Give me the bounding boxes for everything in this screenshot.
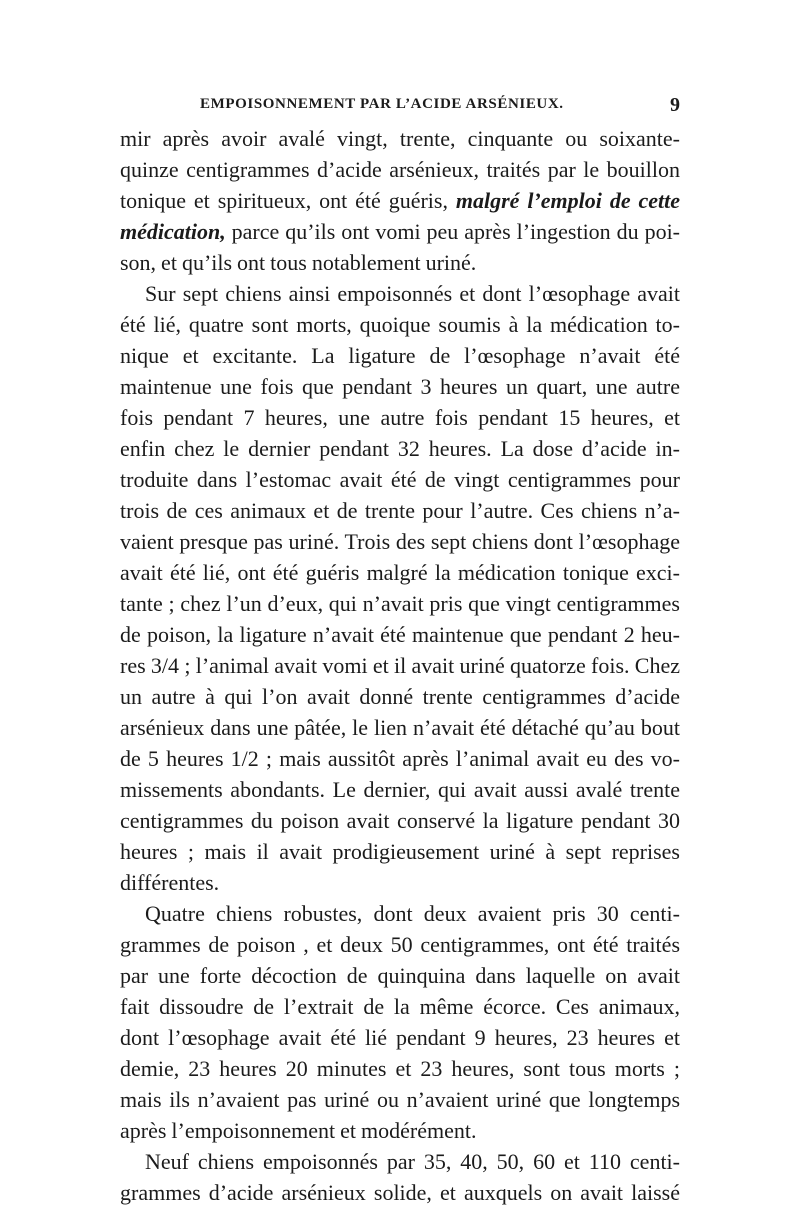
text-line: fois pendant 7 heures, une autre fois pendant 15 heures, et xyxy=(120,405,680,430)
text-line: demie, 23 heures 20 minutes et 23 heures, sont tous morts ; xyxy=(120,1056,680,1081)
text-line: mais ils n’avaient pas uriné ou n’avaient uriné que longtemps xyxy=(120,1087,680,1112)
text-line: fait dissoudre de l’extrait de la même écorce. Ces animaux, xyxy=(120,994,680,1019)
text-line: dont l’œsophage avait été lié pendant 9 heures, 23 heures et xyxy=(120,1025,680,1050)
text-line: Sur sept chiens ainsi empoisonnés et dont l’œsophage avait xyxy=(145,281,680,306)
text-line: différentes. xyxy=(120,870,220,895)
text-line: Neuf chiens empoisonnés par 35, 40, 50, 60 et 110 centi- xyxy=(145,1149,680,1174)
text-line: mir après avoir avalé vingt, trente, cinquante ou soixante- xyxy=(120,126,680,151)
text-line: centigrammes du poison avait conservé la ligature pendant 30 xyxy=(120,808,680,833)
text-line: vaient presque pas uriné. Trois des sept chiens dont l’œsophage xyxy=(120,529,680,554)
text-line: arsénieux dans une pâtée, le lien n’avait été détaché qu’au bout xyxy=(120,715,680,740)
text-line: res 3/4 ; l’animal avait vomi et il avait uriné quatorze fois. Chez xyxy=(120,653,680,678)
text-line: après l’empoisonnement et modérément. xyxy=(120,1118,477,1143)
text-segment: tonique et spiritueux, ont été guéris, xyxy=(120,188,448,213)
running-header xyxy=(200,96,680,120)
text-line: trois de ces animaux et de trente pour l’autre. Ces chiens n’a- xyxy=(120,498,680,523)
text-line: un autre à qui l’on avait donné trente centigrammes d’acide xyxy=(120,684,680,709)
text-line: grammes de poison , et deux 50 centigrammes, ont été traités xyxy=(120,932,680,957)
text-line: heures ; mais il avait prodigieusement uriné à sept reprises xyxy=(120,839,680,864)
text-line: de 5 heures 1/2 ; mais aussitôt après l’animal avait eu des vo- xyxy=(120,746,680,771)
text-line: par une forte décoction de quinquina dans laquelle on avait xyxy=(120,963,680,988)
text-line: avait été lié, ont été guéris malgré la médication tonique exci- xyxy=(120,560,680,585)
text-line: de poison, la ligature n’avait été maintenue que pendant 2 heu- xyxy=(120,622,680,647)
text-line: Quatre chiens robustes, dont deux avaient pris 30 centi- xyxy=(145,901,680,926)
text-segment: parce qu’ils ont vomi peu après l’ingestion du poi- xyxy=(231,219,681,244)
text-line: maintenue une fois que pendant 3 heures un quart, une autre xyxy=(120,374,680,399)
text-line: tante ; chez l’un d’eux, qui n’avait pris que vingt centigrammes xyxy=(120,591,680,616)
text-line: été lié, quatre sont morts, quoique soumis à la médication to- xyxy=(120,312,680,337)
header-title: EMPOISONNEMENT PAR L’ACIDE ARSÉNIEUX. xyxy=(200,96,564,112)
text-line xyxy=(120,186,680,216)
text-line: son, et qu’ils ont tous notablement uriné. xyxy=(120,250,477,275)
text-line: troduite dans l’estomac avait été de vingt centigrammes pour xyxy=(120,467,680,492)
text-line: quinze centigrammes d’acide arsénieux, traités par le bouillon xyxy=(120,157,680,182)
text-line: enfin chez le dernier pendant 32 heures. La dose d’acide in- xyxy=(120,436,680,461)
text-line: grammes d’acide arsénieux solide, et auxquels on avait laissé xyxy=(120,1180,680,1205)
text-line: missements abondants. Le dernier, qui avait aussi avalé trente xyxy=(120,777,680,802)
text-line xyxy=(120,217,680,247)
italic-text: malgré l’emploi de cette xyxy=(455,188,681,213)
text-line: nique et excitante. La ligature de l’œsophage n’avait été xyxy=(120,343,680,368)
italic-text: médication, xyxy=(120,219,226,244)
page-number: 9 xyxy=(670,94,680,116)
